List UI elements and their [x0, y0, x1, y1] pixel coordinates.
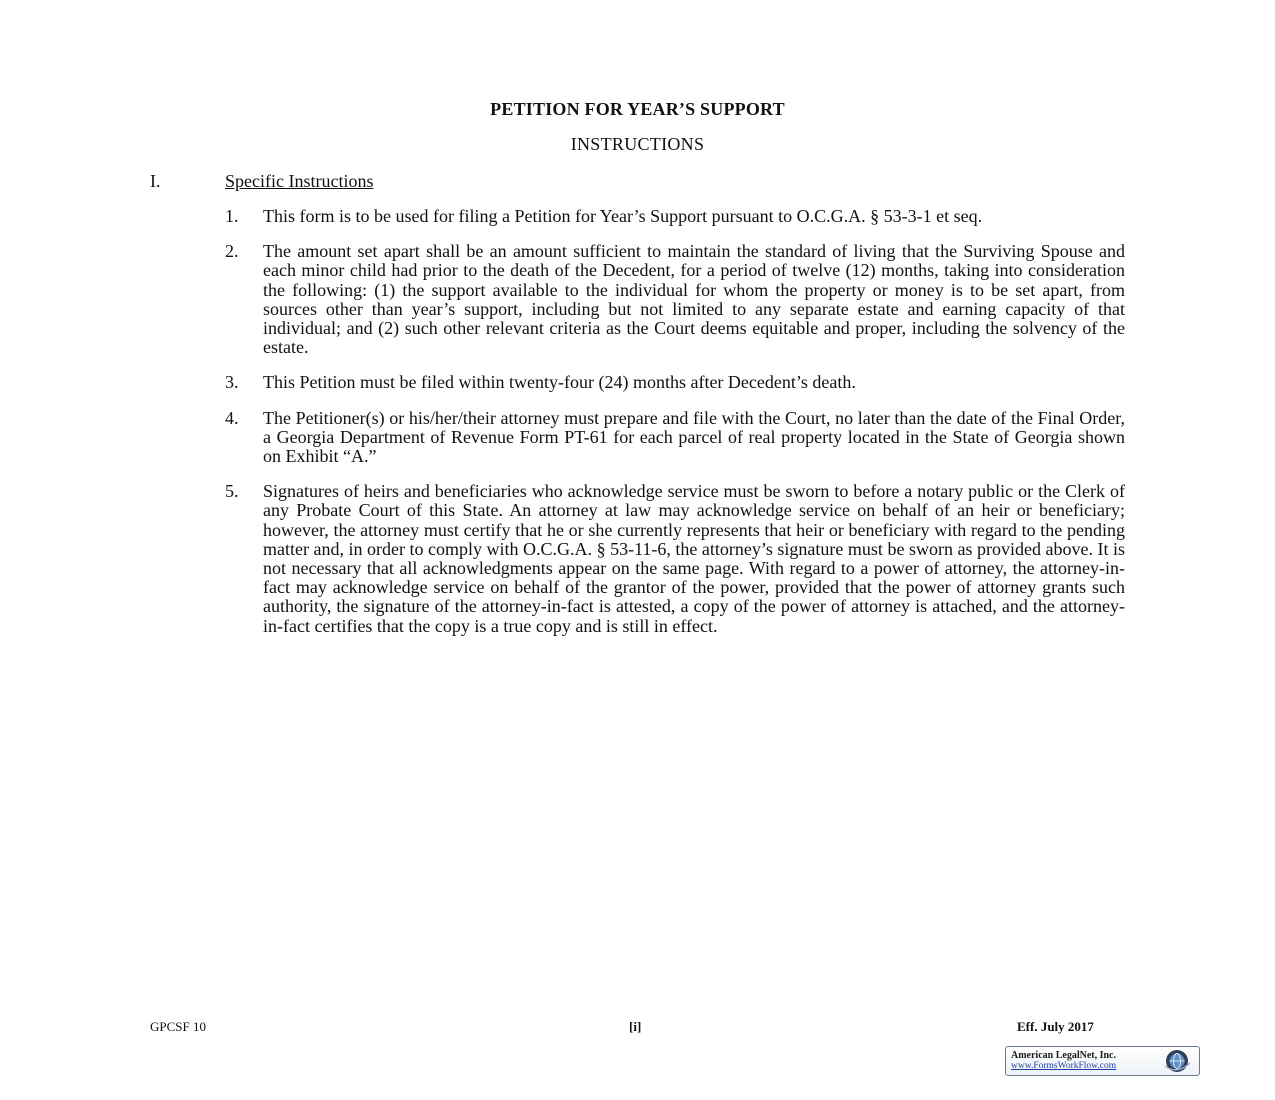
- instruction-item: [225, 373, 1125, 392]
- instruction-item: [225, 482, 1125, 636]
- instruction-text: This Petition must be filed within twenty-four (24) months after Decedent’s death.: [263, 372, 856, 393]
- instruction-item: [225, 242, 1125, 357]
- badge-website-link[interactable]: www.FormsWorkFlow.com: [1011, 1061, 1117, 1071]
- section-title: Specific Instructions: [225, 171, 374, 191]
- instruction-item: [225, 207, 1125, 226]
- instruction-text: This form is to be used for filing a Petition for Year’s Support pursuant to O.C.G.A. § 53-3-1 et seq.: [263, 206, 983, 226]
- badge-company-name: American LegalNet, Inc.: [1011, 1050, 1116, 1061]
- instruction-number: 1.: [225, 206, 239, 226]
- page-title: PETITION FOR YEAR’S SUPPORT: [490, 99, 785, 119]
- instruction-number: 5.: [225, 481, 239, 502]
- globe-icon: [1159, 1048, 1195, 1074]
- instruction-number: 4.: [225, 407, 239, 428]
- footer-effective-date: Eff. July 2017: [1017, 1019, 1094, 1034]
- instruction-item: [225, 409, 1125, 467]
- publisher-badge[interactable]: [1005, 1046, 1200, 1076]
- instruction-number: 2.: [225, 241, 239, 262]
- section-number: I.: [150, 171, 161, 191]
- instruction-number: 3.: [225, 372, 239, 393]
- instruction-text: The amount set apart shall be an amount sufficient to maintain the standard of living that the Surviving Spouse and each minor child had prior to the death of the Decedent, for a period of twelve (12) months, taking into consideration the following: (1) the support available to the individual for whom the property or money is to be set apart, from sources other than year’s support, including but not limited to any separate estate and earning capacity of that individual; and (2) such other relevant criteria as the Court deems equitable and proper, including the solvency of the estate.: [263, 241, 1125, 358]
- instruction-list: [225, 207, 1125, 652]
- footer-page-number: [i]: [629, 1019, 642, 1034]
- instruction-text: The Petitioner(s) or his/her/their attorney must prepare and file with the Court, no later than the date of the Final Order, a Georgia Department of Revenue Form PT-61 for each parcel of real property located in the State of Georgia shown on Exhibit “A.”: [263, 407, 1125, 467]
- footer-form-code: GPCSF 10: [150, 1019, 206, 1034]
- instruction-text: Signatures of heirs and beneficiaries who acknowledge service must be sworn to before a notary public or the Clerk of any Probate Court of this State. An attorney at law may acknowledge service on behalf of an heir or beneficiary; however, the attorney must certify that he or she currently represents that heir or beneficiary with regard to the pending matter and, in order to comply with O.C.G.A. § 53-11-6, the attorney’s signature must be sworn as provided above. It is not necessary that all acknowledgments appear on the same page. With regard to a power of attorney, the attorney-in-fact may acknowledge service on behalf of the grantor of the power, provided that the power of attorney grants such authority, the signature of the attorney-in-fact is attested, a copy of the power of attorney is attached, and the attorney-in-fact certifies that the copy is a true copy and is still in effect.: [263, 481, 1125, 636]
- page-subtitle: INSTRUCTIONS: [570, 134, 705, 154]
